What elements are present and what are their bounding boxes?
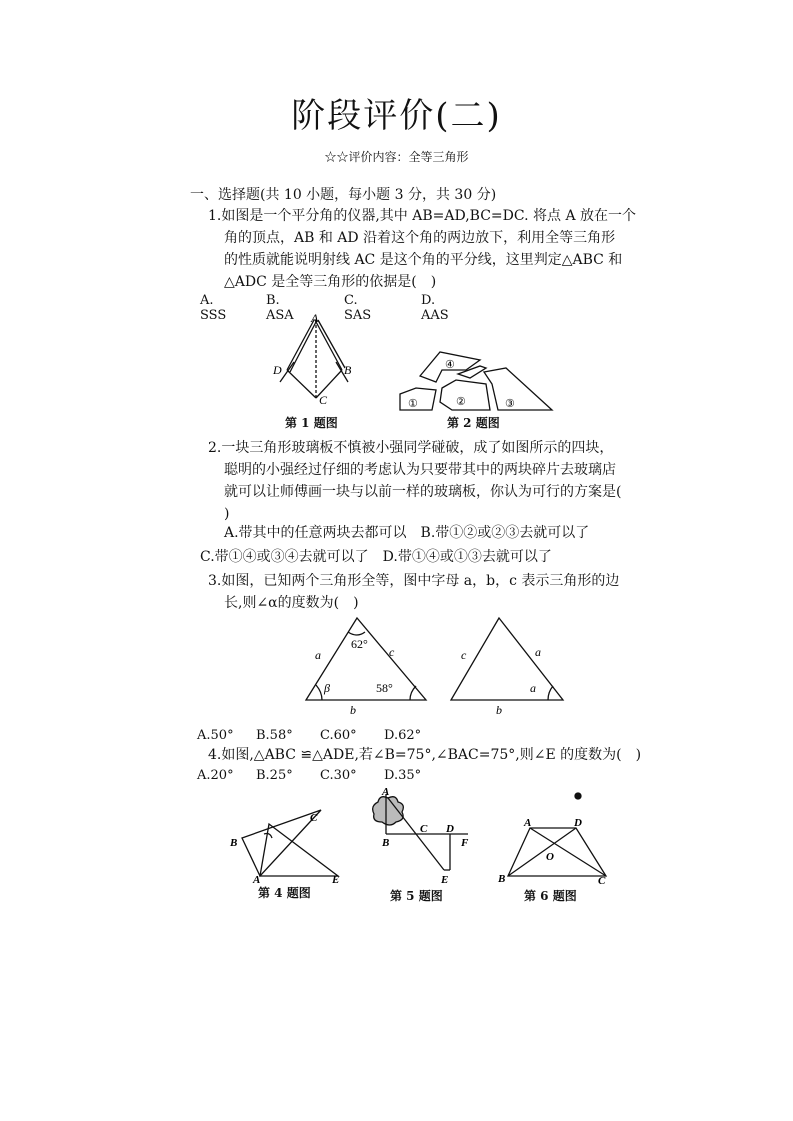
tri1-side-b: b	[350, 703, 356, 717]
figure-6-caption: 第 6 题图	[524, 889, 577, 903]
question-2	[208, 437, 621, 525]
fig5-label-d: D	[446, 823, 454, 835]
fig1-label-b: B	[344, 363, 352, 377]
fig6-label-a: A	[524, 817, 532, 829]
question-3-line-2: 长,则∠α的度数为( )	[224, 595, 359, 611]
figure-1-angle-bisector	[270, 312, 360, 408]
tri2-side-b: b	[496, 703, 502, 717]
fig6-label-o: O	[546, 851, 554, 863]
tri1-side-c: c	[389, 645, 395, 659]
fig6-label-d: D	[574, 817, 582, 829]
piece-1-label: ①	[408, 398, 418, 410]
option-c[interactable]: C.60°	[320, 728, 357, 743]
option-d[interactable]: D.35°	[384, 768, 422, 783]
question-2-options-2[interactable]: C.带①④或③④去就可以了 D.带①④或①③去就可以了	[200, 549, 552, 565]
figure-5-caption: 第 5 题图	[390, 889, 443, 903]
piece-4-label: ④	[445, 359, 455, 371]
question-4: 4.如图,△ABC ≌△ADE,若∠B=75°,∠BAC=75°,则∠E 的度数为( )	[208, 747, 642, 763]
option-d[interactable]: D. AAS	[421, 293, 449, 323]
figure-6	[494, 788, 624, 888]
fig5-label-b: B	[382, 837, 390, 849]
fig5-label-a: A	[382, 786, 390, 798]
tri2-angle: a	[530, 681, 536, 695]
tri1-left-angle: β	[324, 681, 330, 695]
fig6-label-b: B	[498, 873, 506, 885]
question-3-line-1: 3.如图，已知两个三角形全等，图中字母 a，b，c 表示三角形的边	[208, 573, 620, 589]
fig5-label-f: F	[461, 837, 469, 849]
option-d[interactable]: D.62°	[384, 728, 422, 743]
fig4-label-c: C	[310, 812, 318, 824]
fig4-label-e: E	[332, 874, 340, 884]
figure-1-caption: 第 1 题图	[285, 416, 338, 430]
tri1-side-a: a	[315, 648, 321, 662]
fig5-label-e: E	[441, 874, 449, 886]
figure-2-broken-glass	[396, 344, 556, 416]
question-2-line-3: 就可以让师傅画一块与以前一样的玻璃板，你认为可行的方案是(	[224, 484, 622, 500]
fig6-label-c: C	[598, 875, 606, 887]
option-c[interactable]: C.30°	[320, 768, 357, 783]
page-title: 阶段评价(二)	[291, 96, 502, 136]
option-a[interactable]: A.50°	[197, 728, 234, 743]
question-1	[208, 205, 636, 293]
fig5-label-c: C	[420, 823, 428, 835]
question-1-line-4: △ADC 是全等三角形的依据是( )	[224, 274, 437, 290]
option-a[interactable]: A. SSS	[200, 293, 227, 323]
question-1-line-3: 的性质就能说明射线 AC 是这个角的平分线，这里判定△ABC 和	[224, 252, 623, 268]
figure-4-caption: 第 4 题图	[258, 886, 311, 900]
figure-4	[226, 804, 356, 884]
tri1-right-angle: 58°	[376, 681, 393, 695]
fig1-label-a: A	[311, 312, 319, 325]
question-1-line-1: 1.如图是一个平分角的仪器,其中 AB=AD,BC=DC. 将点 A 放在一个	[208, 208, 637, 224]
option-a[interactable]: A.20°	[197, 768, 234, 783]
question-2-line-1: 2.一块三角形玻璃板不慎被小强同学碰破，成了如图所示的四块，	[208, 440, 614, 456]
question-3	[208, 570, 619, 614]
option-b[interactable]: B.58°	[256, 728, 293, 743]
piece-2-label: ②	[456, 396, 466, 408]
option-b[interactable]: B. ASA	[266, 293, 294, 323]
figure-5	[366, 786, 476, 886]
evaluation-content: ☆☆评价内容：全等三角形	[324, 150, 469, 164]
option-b[interactable]: B.25°	[256, 768, 293, 783]
tri1-top-angle: 62°	[351, 637, 368, 651]
question-2-line-2: 聪明的小强经过仔细的考虑认为只要带其中的两块碎片去玻璃店	[224, 462, 616, 478]
figure-2-caption: 第 2 题图	[447, 416, 500, 430]
piece-3-label: ③	[505, 398, 515, 410]
fig4-label-a: A	[253, 874, 261, 884]
section-heading: 一、选择题(共 10 小题，每小题 3 分，共 30 分)	[190, 187, 497, 203]
question-2-line-4: )	[224, 506, 230, 522]
tri2-side-a: a	[535, 645, 541, 659]
option-c[interactable]: C. SAS	[344, 293, 372, 323]
question-1-line-2: 角的顶点，AB 和 AD 沿着这个角的两边放下，利用全等三角形	[224, 230, 616, 246]
question-2-options-1[interactable]: A.带其中的任意两块去都可以 B.带①②或②③去就可以了	[224, 525, 590, 541]
fig1-label-c: C	[319, 393, 328, 407]
figure-3-congruent-triangles	[298, 610, 568, 720]
fig4-label-b: B	[230, 837, 238, 849]
tri2-side-c: c	[461, 648, 467, 662]
fig1-label-d: D	[273, 363, 282, 377]
